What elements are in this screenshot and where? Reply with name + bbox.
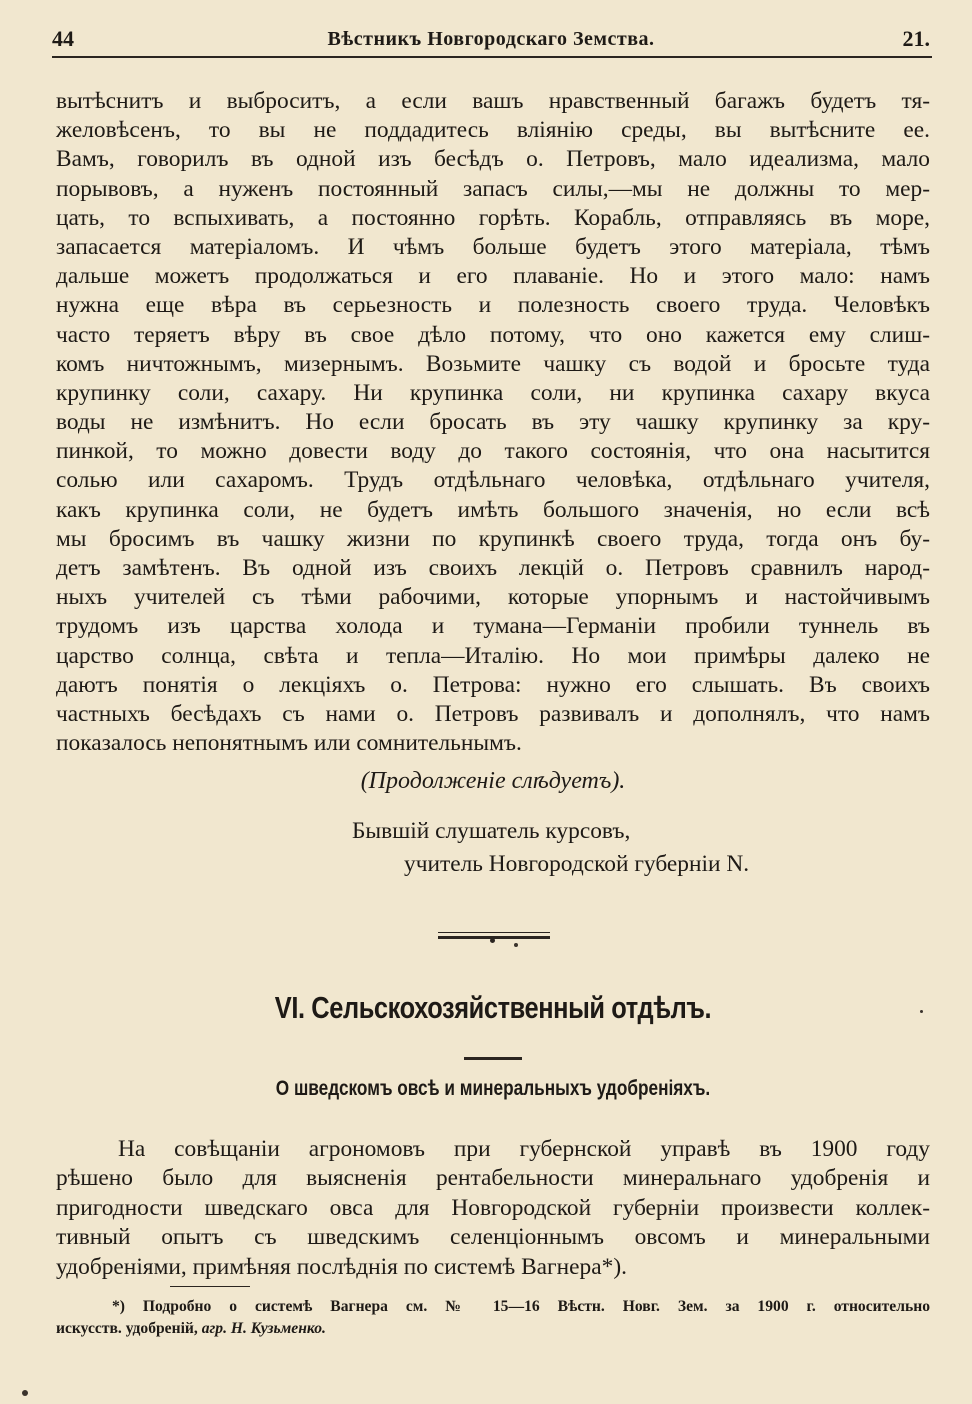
footnote-line: *) Подробно о системѣ Вагнера см. № 15—16 Вѣстн. Новг. Зем. за 1900 г. относительно bbox=[112, 1298, 930, 1315]
page-number: 44 bbox=[52, 26, 74, 51]
section-rule bbox=[464, 1057, 522, 1060]
print-speck bbox=[514, 943, 518, 947]
section-title: VI. Сельскохозяйственный отдѣлъ. bbox=[274, 990, 712, 1025]
body-line: пинкой, то можно довести воду до такого состоянія, что она насытится bbox=[56, 438, 930, 465]
footnote bbox=[56, 1296, 930, 1340]
subsection-title: О шведскомъ овсѣ и минеральныхъ удобреніяхъ. bbox=[275, 1077, 711, 1100]
journal-title: Вѣстникъ Новгородскаго Земства. bbox=[327, 28, 655, 50]
body-line: царство солнца, свѣта и тепла—Италію. Но мои примѣры далеко не bbox=[56, 642, 930, 669]
body-line: порывовъ, а нуженъ постоянный запасъ силы,—мы не должны то мер- bbox=[56, 175, 930, 202]
footnote-text: искусств. удобреній, bbox=[56, 1320, 198, 1337]
footnote-author: агр. Н. Кузьменко. bbox=[201, 1320, 326, 1337]
signature-line: Бывшій слушатель курсовъ, bbox=[352, 818, 631, 844]
body-line: запасается матеріаломъ. И чѣмъ больше будетъ этого матеріала, тѣмъ bbox=[56, 233, 930, 260]
body-line: ныхъ учителей съ тѣми рабочими, которые упорнымъ и настойчивымъ bbox=[56, 584, 930, 611]
ornament-divider bbox=[438, 932, 550, 939]
paragraph-line: удобреніями, примѣняя послѣднія по системѣ Вагнера*). bbox=[56, 1253, 627, 1280]
print-speck bbox=[920, 1010, 923, 1013]
issue-number: 21. bbox=[902, 26, 930, 51]
section-paragraph bbox=[56, 1135, 930, 1282]
body-line: вытѣснитъ и выброситъ, а если вашъ нравственный багажъ будетъ тя- bbox=[56, 88, 930, 114]
body-line: солью или сахаромъ. Трудъ отдѣльнаго человѣка, отдѣльнаго учителя, bbox=[56, 467, 930, 494]
page-header bbox=[52, 26, 930, 56]
body-line: часто теряетъ вѣру въ свое дѣло потому, что оно кажется ему слиш- bbox=[56, 321, 930, 348]
body-line: желовѣсенъ, то вы не поддадитесь вліянію среды, вы вытѣсните ее. bbox=[56, 117, 930, 144]
body-line: частныхъ бесѣдахъ съ нами о. Петровъ развивалъ и дополнялъ, что намъ bbox=[56, 700, 930, 727]
body-line: детъ замѣтенъ. Въ одной изъ своихъ лекцій о. Петровъ сравнилъ народ- bbox=[56, 555, 930, 581]
body-line: показалось непонятнымъ или сомнительнымъ. bbox=[56, 730, 522, 757]
footnote-line bbox=[56, 1318, 930, 1340]
body-line: комъ ничтожнымъ, мизернымъ. Возьмите чашку съ водой и бросьте туда bbox=[56, 350, 930, 377]
body-line: цать, то вспыхивать, а постоянно горѣть. Корабль, отправляясь въ море, bbox=[56, 204, 930, 231]
body-line: какъ крупинка соли, не будетъ имѣть большого значенія, но если всѣ bbox=[56, 496, 930, 523]
paragraph-line: пригодности шведскаго овса для Новгородской губерніи произвести коллек- bbox=[56, 1194, 930, 1221]
body-line: дальше можетъ продолжаться и его плаваніе. Но и этого мало: намъ bbox=[56, 263, 930, 290]
signature bbox=[352, 815, 749, 881]
header-rule bbox=[52, 56, 932, 58]
paragraph-line: На совѣщаніи агрономовъ при губернской управѣ въ 1900 году bbox=[118, 1136, 930, 1162]
body-line: нужна еще вѣра въ серьезность и полезность своего труда. Человѣкъ bbox=[56, 292, 930, 319]
footnote-rule bbox=[170, 1286, 250, 1287]
body-line: воды не измѣнитъ. Но если бросать въ эту чашку крупинку за кру- bbox=[56, 409, 930, 436]
body-line: трудомъ изъ царства холода и тумана—Германіи пробили туннель въ bbox=[56, 613, 930, 640]
paragraph-line: тивный опытъ съ шведскимъ селенціоннымъ овсомъ и минеральными bbox=[56, 1224, 930, 1251]
body-line: Вамъ, говорилъ въ одной изъ бесѣдъ о. Петровъ, мало идеализма, мало bbox=[56, 146, 930, 173]
print-speck bbox=[22, 1390, 28, 1396]
signature-line: учитель Новгородской губерніи N. bbox=[404, 851, 750, 877]
paragraph-line: рѣшено было для выясненія рентабельности минеральнаго удобренія и bbox=[56, 1165, 930, 1192]
article-body bbox=[56, 87, 930, 758]
body-line: мы бросимъ въ чашку жизни по крупинкѣ своего труда, тогда онъ бу- bbox=[56, 525, 930, 552]
body-line: даютъ понятія о лекціяхъ о. Петрова: нужно его слышать. Въ своихъ bbox=[56, 671, 930, 698]
body-line: крупинку соли, сахару. Ни крупинка соли, ни крупинка сахару вкуса bbox=[56, 379, 930, 406]
continued-note: (Продолженіе слѣдуетъ). bbox=[360, 768, 626, 794]
